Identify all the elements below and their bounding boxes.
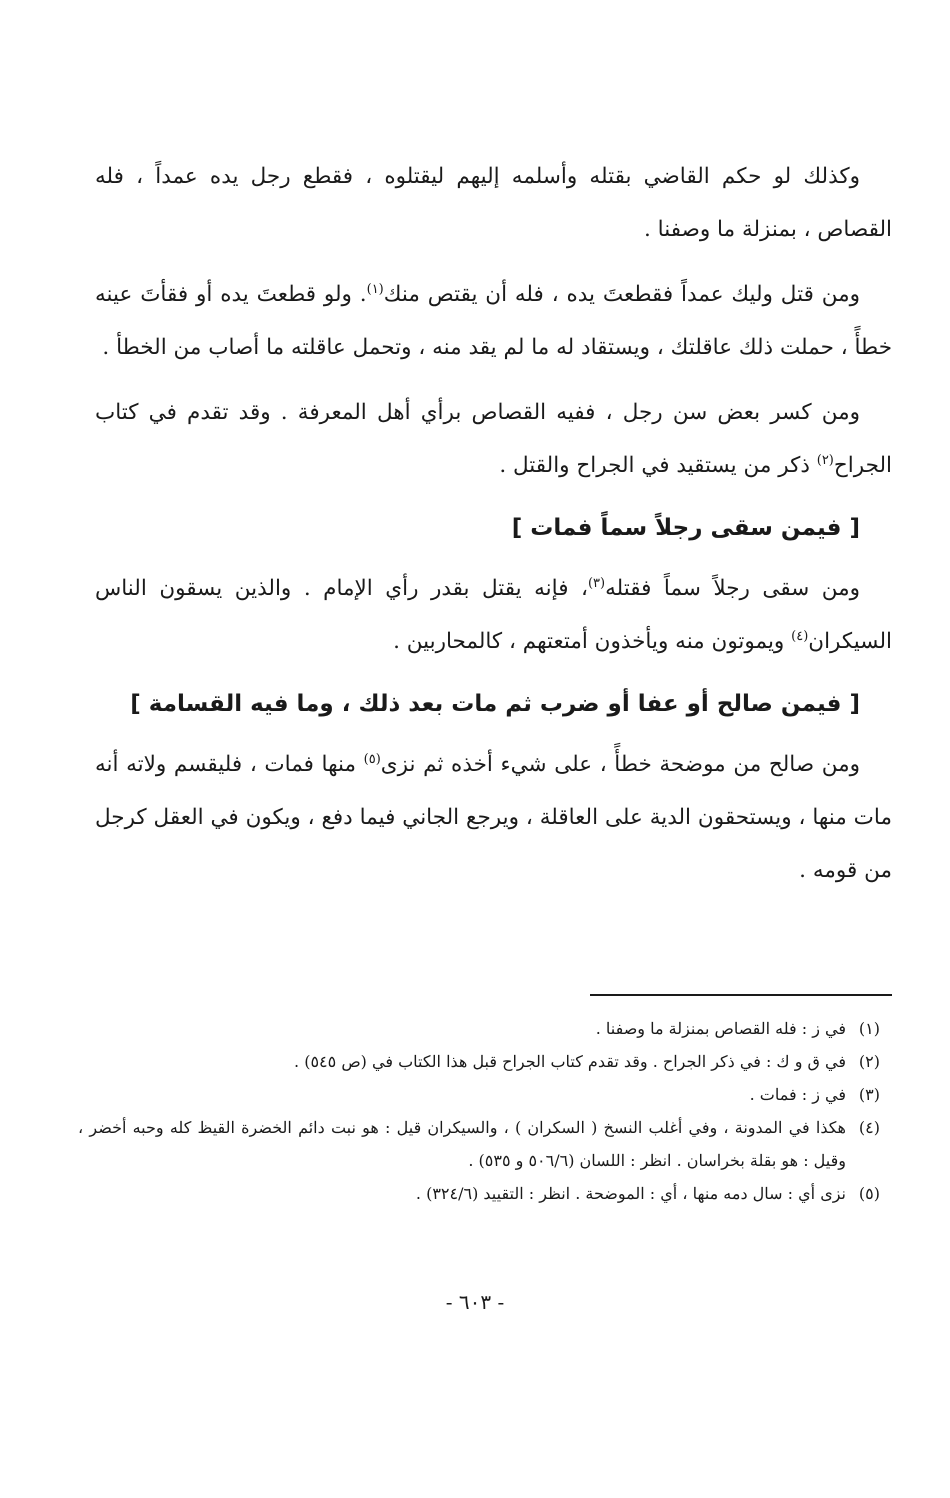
footnote-ref-2[interactable]: (٢): [816, 452, 834, 468]
page-number: - ٦٠٣ -: [445, 1290, 505, 1314]
footnote-3: [78, 1078, 880, 1111]
footnote-number: (٤): [858, 1118, 880, 1137]
footnote-2: [78, 1045, 880, 1078]
paragraph-4-text-c: ويموتون منه ويأخذون أمتعتهم ، كالمحاربين .: [393, 629, 792, 654]
footnote-1: [78, 1012, 880, 1045]
footnote-text: نزى أي : سال دمه منها ، أي : الموضحة . انظر : التقييد (٣٢٤/٦) .: [415, 1184, 846, 1203]
footnote-number: (٥): [858, 1184, 880, 1203]
paragraph-4-text-b: ، فإنه يقتل بقدر رأي الإمام . والذين يسقون الناس السيكران: [95, 576, 892, 654]
footnote-text: في ز : فمات .: [749, 1085, 846, 1104]
footnotes: [78, 1012, 880, 1210]
paragraph-1-text: وكذلك لو حكم القاضي بقتله وأسلمه إليهم ليقتلوه ، فقطع رجل يده عمداً ، فله القصاص ، بمنزلة ما وصفنا .: [95, 164, 892, 242]
footnote-number: (٣): [858, 1085, 880, 1104]
paragraph-5-text-b: منها فمات ، فليقسم ولاته أنه مات منها ، ويستحقون الدية على العاقلة ، ويرجع الجاني فيما دفع ، ويكون في العقل كرجل من قومه .: [95, 752, 892, 883]
footnote-ref-4[interactable]: (٤): [791, 628, 809, 644]
footnote-text: في ق و ك : في ذكر الجراح . وقد تقدم كتاب الجراح قبل هذا الكتاب في (ص ٥٤٥) .: [294, 1052, 846, 1071]
paragraph-2: [95, 268, 892, 374]
footnote-number: (٢): [858, 1052, 880, 1071]
footnote-5: [78, 1177, 880, 1210]
paragraph-3-text-b: ذكر من يستقيد في الجراح والقتل .: [499, 453, 817, 478]
footnote-ref-3[interactable]: (٣): [587, 575, 606, 591]
paragraph-3-text-a: ومن كسر بعض سن رجل ، ففيه القصاص برأي أهل المعرفة . وقد تقدم في كتاب الجراح: [95, 400, 892, 478]
footnote-ref-1[interactable]: (١): [366, 281, 384, 297]
paragraph-1: [95, 150, 892, 256]
main-text: [95, 150, 892, 909]
section-heading-poison: [ فيمن سقى رجلاً سماً فمات ]: [511, 515, 860, 541]
paragraph-2-text-a: ومن قتل وليك عمداً فقطعتَ يده ، فله أن يقتص منك: [383, 282, 860, 307]
paragraph-2-text-b: . ولو قطعتَ يده أو فقأتَ عينه خطأً ، حملت ذلك عاقلتك ، ويستقاد له ما لم يقد منه ، وتحمل عاقلته ما أصاب من الخطأ .: [95, 282, 892, 360]
section-heading-settlement: [ فيمن صالح أو عفا أو ضرب ثم مات بعد ذلك ، وما فيه القسامة ]: [130, 691, 860, 717]
footnote-text: في ز : فله القصاص بمنزلة ما وصفنا .: [595, 1019, 846, 1038]
paragraph-5: [95, 738, 892, 897]
paragraph-4: [95, 562, 892, 668]
paragraph-5-text-a: ومن صالح من موضحة خطأً ، على شيء أخذه ثم نزى: [380, 752, 861, 777]
footnote-ref-5[interactable]: (٥): [363, 751, 381, 767]
paragraph-4-text-a: ومن سقى رجلاً سماً فقتله: [605, 576, 860, 601]
footnote-number: (١): [858, 1019, 880, 1038]
footnote-4: [78, 1111, 880, 1177]
footnote-text: هكذا في المدونة ، وفي أغلب النسخ ( السكران ) ، والسيكران قيل : هو نبت دائم الخضرة القيظ كله وحبه أخضر ، وقيل : هو بقلة بخراسان . انظر : اللسان (٥٠٦/٦ و ٥٣٥) .: [78, 1118, 846, 1170]
footnote-separator: [590, 994, 892, 996]
paragraph-3: [95, 386, 892, 492]
